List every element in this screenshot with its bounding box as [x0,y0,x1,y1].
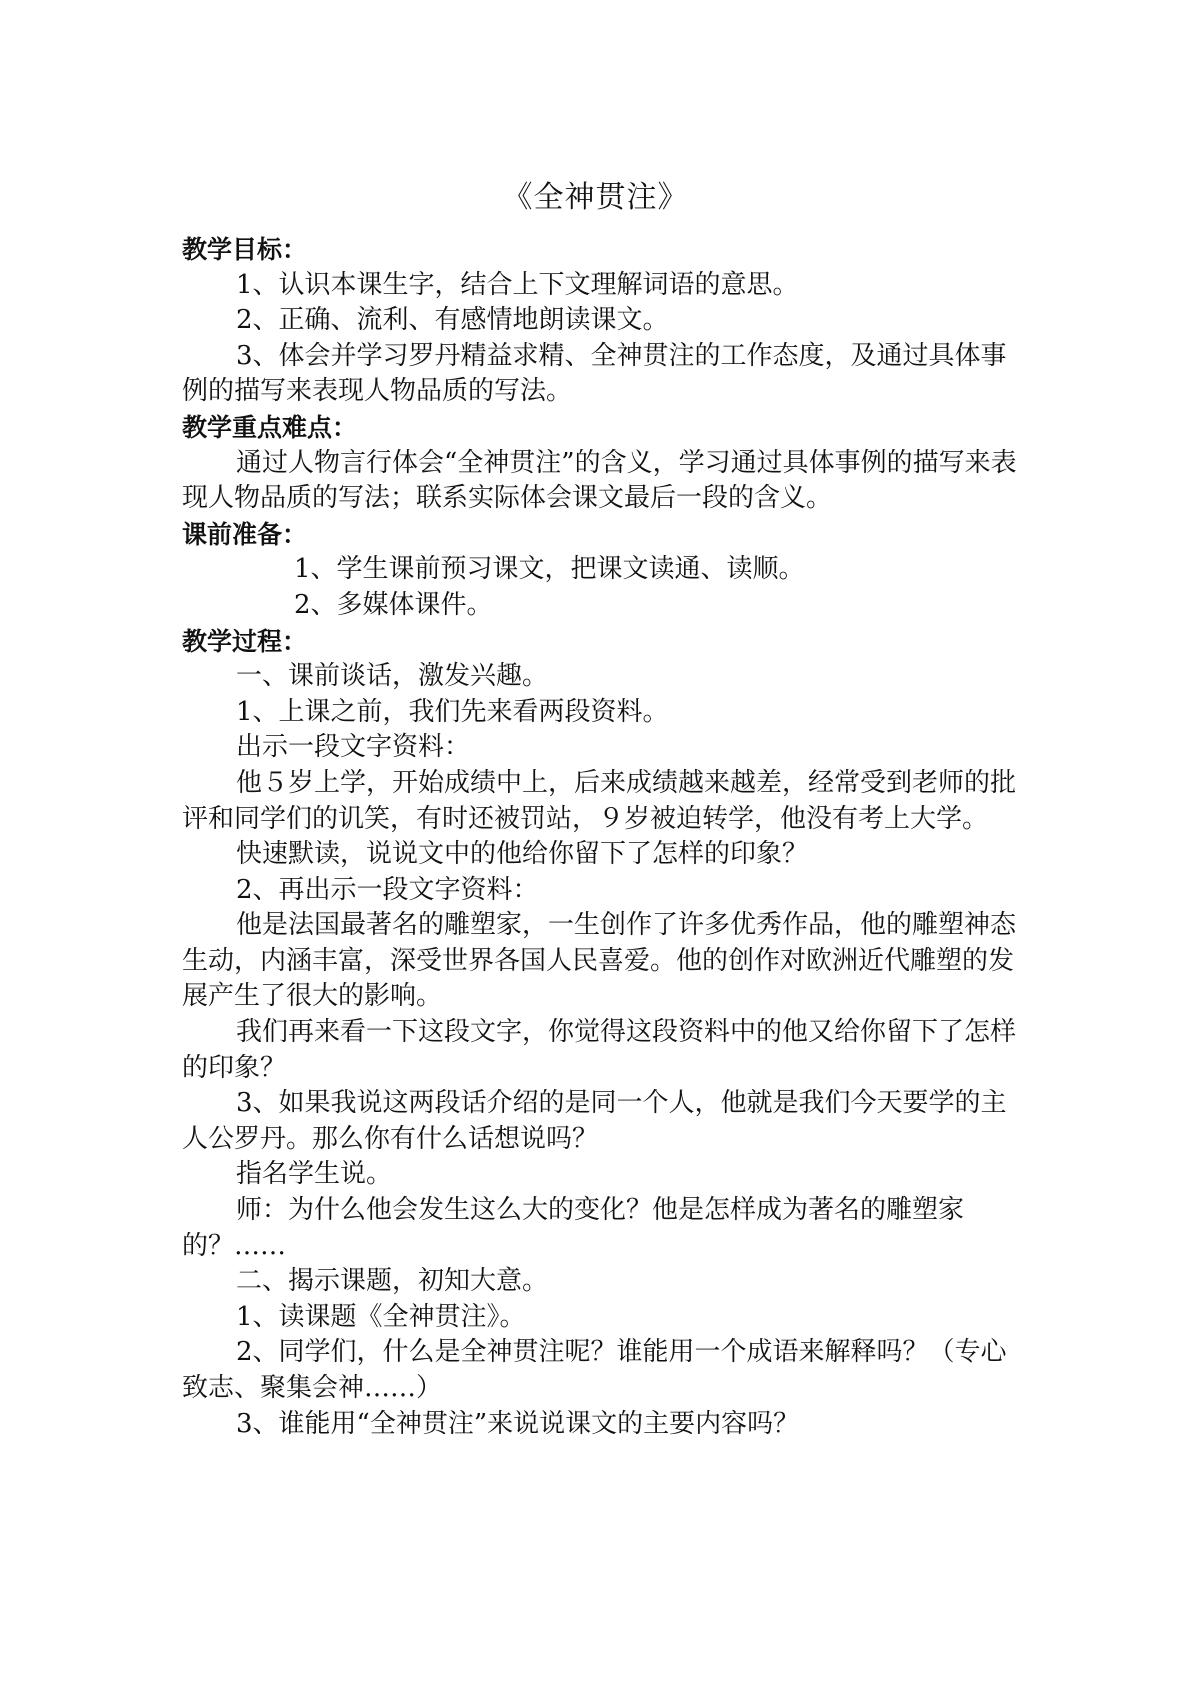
process-paragraph: 指名学生说。 [236,1159,393,1190]
process-paragraph: 二、揭示课题，初知大意。 [236,1266,549,1297]
objective-item: 2、正确、流利、有感情地朗读课文。 [236,305,669,336]
process-paragraph: 快速默读，说说文中的他给你留下了怎样的印象？ [236,839,809,870]
objective-item: 1、认识本课生字，结合上下文理解词语的意思。 [236,269,799,300]
document-title: 《全神贯注》 [502,180,689,215]
process-paragraph: 他５岁上学，开始成绩中上，后来成绩越来越差，经常受到老师的批评和同学们的讥笑，有时还被罚站，９岁被迫转学，他没有考上大学。 [182,767,1017,834]
document-body [182,232,1022,1442]
key-points-heading: 教学重点难点： [182,412,358,442]
process-heading: 教学过程： [182,626,308,656]
process-paragraph: 1、上课之前，我们先来看两段资料。 [236,696,669,727]
process-paragraph: 2、再出示一段文字资料： [236,874,539,905]
objectives-heading: 教学目标： [182,235,308,264]
process-paragraph: 2、同学们，什么是全神贯注呢？谁能用一个成语来解释吗？（专心致志、聚集会神……） [182,1337,1007,1403]
process-paragraph: 他是法国最著名的雕塑家，一生创作了许多优秀作品，他的雕塑神态生动，内涵丰富，深受世界各国人民喜爱。他的创作对欧洲近代雕塑的发展产生了很大的影响。 [182,910,1017,1012]
preparation-item: 1、学生课前预习课文，把课文读通、读顺。 [294,554,805,585]
objective-item: 3、体会并学习罗丹精益求精、全神贯注的工作态度，及通过具体事例的描写来表现人物品质的写法。 [182,340,1007,407]
process-paragraph: 出示一段文字资料： [236,732,471,763]
process-paragraph: 1、读课题《全神贯注》。 [236,1301,526,1332]
process-paragraph: 我们再来看一下这段文字，你觉得这段资料中的他又给你留下了怎样的印象？ [182,1017,1017,1083]
process-paragraph: 一、课前谈话，激发兴趣。 [236,661,549,692]
preparation-item: 2、多媒体课件。 [294,589,493,620]
process-paragraph: 师：为什么他会发生这么大的变化？他是怎样成为著名的雕塑家的？…… [182,1195,965,1261]
key-points-text: 通过人物言行体会“全神贯注”的含义，学习通过具体事例的描写来表现人物品质的写法；联系实际体会课文最后一段的含义。 [182,447,1017,514]
preparation-heading: 课前准备： [182,519,308,549]
process-paragraph: 3、谁能用“全神贯注”来说说课文的主要内容吗？ [236,1408,800,1439]
process-paragraph: 3、如果我说这两段话介绍的是同一个人，他就是我们今天要学的主人公罗丹。那么你有什么话想说吗？ [182,1088,1007,1154]
